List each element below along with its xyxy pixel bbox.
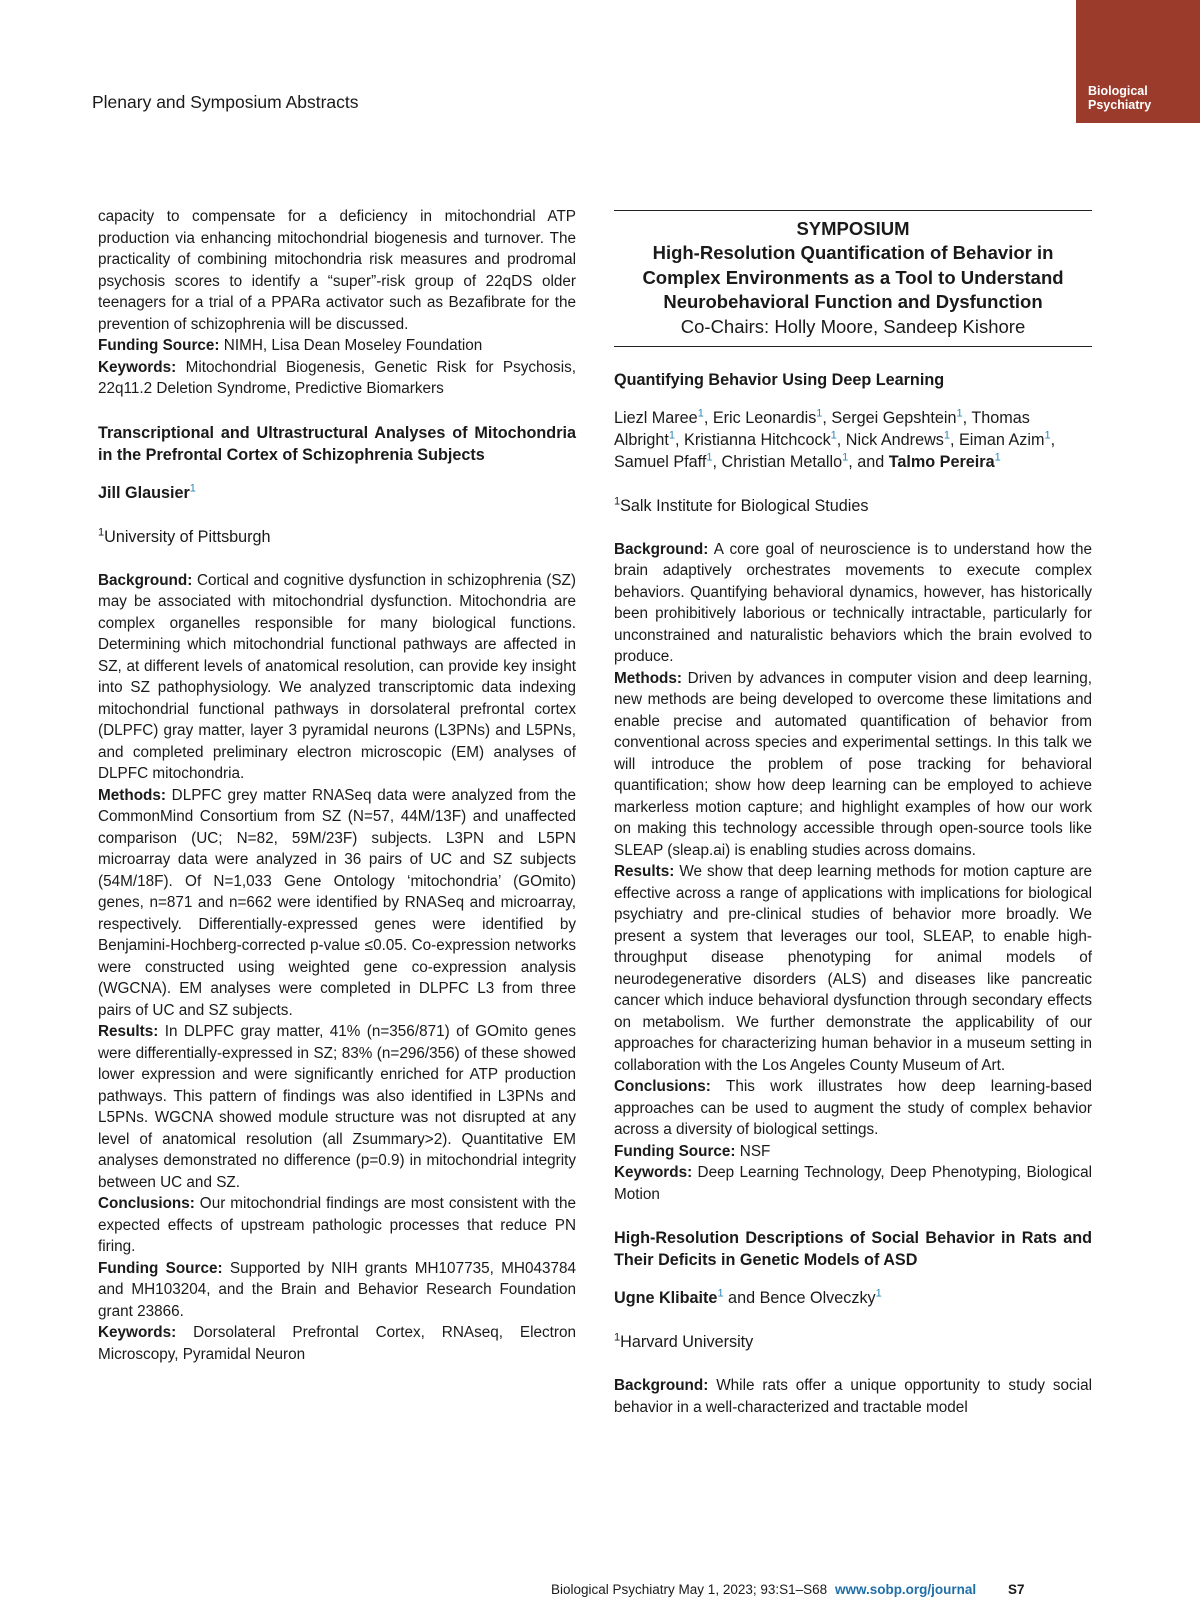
methods-section: Methods: Driven by advances in computer vision and deep learning, new methods are being developed to overcome these limitations and enable precise and automated quantification of behavior from conventional across species and experimental settings. In this talk we will introduce the problem of pose tracking for behavioral quantification; show how deep learning can be employed to achieve markerless motion capture; and highlight examples of how our work on making this technology accessible through open-source tools like SLEAP (sleap.ai) is enabling studies across domains. [614, 669, 1092, 859]
symposium-chairs: Co-Chairs: Holly Moore, Sandeep Kishore [680, 315, 1026, 337]
affiliation: $^1$Harvard University [614, 1331, 754, 1351]
footer-citation: Biological Psychiatry May 1, 2023; 93:S1–S68 [551, 1582, 828, 1597]
abstract-title: Transcriptional and Ultrastructural Analyses of Mitochondria in the Prefrontal Cortex of Schizophrenia Subjects [98, 423, 576, 464]
author-list: Ugne Klibaite$^1$ and Bence Olveczky$^1$ [614, 1287, 882, 1307]
author-separator: , [962, 408, 972, 427]
keywords-section: Keywords: Deep Learning Technology, Deep Phenotyping, Biological Motion [614, 1164, 1092, 1203]
background-section: Background: While rats offer a unique opportunity to study social behavior in a well-characterized and tractable model [614, 1377, 1092, 1416]
methods-section: Methods: DLPFC grey matter RNASeq data were analyzed from the CommonMind Consortium from SZ (N=57, 44M/13F) and unaffected comparison (UC; N=82, 59M/23F) subjects. L3PN and L5PN microarray data were analyzed in 36 pairs of UC and SZ subjects (54M/18F). Of N=1,033 Gene Ontology ‘mitochondria’ (GOmito) genes, n=871 and n=662 were identified by RNASeq and microarray, respectively. Differentially-expressed genes were identified by Benjamini-Hochberg-corrected p-value ≤0.05. Co-expression networks were constructed using weighted gene co-expression analysis (WGCNA). EM analyses were completed in DLPFC L3 from three pairs of UC and SZ subjects. [98, 786, 576, 1019]
continued-keywords: Keywords: Mitochondrial Biogenesis, Genetic Risk for Psychosis, 22q11.2 Deletion Syndrome, Predictive Biomarkers [98, 358, 576, 397]
author-name: Christian Metallo [721, 452, 843, 471]
author-affiliation-marker: 1 [697, 407, 704, 420]
author-name: Liezl Maree [614, 408, 698, 427]
author-name: Eric Leonardis [712, 408, 817, 427]
results-section: Results: In DLPFC gray matter, 41% (n=356/871) of GOmito genes were differentially-expressed in SZ; 83% (n=296/356) of these showed lower expression and were significantly enriched for ATP production pathways. This pattern of findings was also identified in L3PNs and L5PNs. WGCNA showed module structure was not disrupted at any level of anatomical resolution (all Zsummary>2). Quantitative EM analyses demonstrated no difference (p=0.9) in mitochondrial integrity between UC and SZ. [98, 1023, 576, 1191]
author-name: Jill Glausier [98, 483, 190, 502]
page-footer [551, 1582, 1024, 1597]
author-name: Eiman Azim [958, 430, 1045, 449]
author-affiliation-marker: 1 [956, 407, 963, 420]
conclusions-section: Conclusions: Our mitochondrial findings are most consistent with the expected effects of upstream pathologic processes that reduce PN firing. [98, 1195, 576, 1255]
author-separator: , [712, 452, 722, 471]
author-name: Thomas Albright [614, 408, 1030, 449]
author-name: Samuel Pfaff [614, 452, 707, 471]
author-list [614, 407, 1092, 473]
author-separator: , [949, 430, 959, 449]
author-affiliation-marker: 1 [189, 482, 196, 495]
affiliation: $^1$Salk Institute for Biological Studies [614, 495, 869, 515]
right-column [614, 206, 1092, 1418]
journal-tab-text: Biological Psychiatry [1088, 84, 1152, 112]
author-separator: , [1050, 430, 1056, 449]
results-section: Results: We show that deep learning methods for motion capture are effective across a range of applications with implications for biological psychiatry and pre-clinical studies of behavior more broadly. We present a system that leverages our tool, SLEAP, to enable high-throughput disease phenotyping for animal models of neurodegenerative disorders (ALS) and diseases like pancreatic cancer which induce behavioral dysfunction through secondary effects on metabolism. We further demonstrate the applicability of our approaches for characterizing human behavior in a museum setting in collaboration with the Los Angeles County Museum of Art. [614, 863, 1092, 1074]
abstract-title: Quantifying Behavior Using Deep Learning [614, 370, 945, 389]
author-name: Talmo Pereira [888, 452, 995, 471]
author-affiliation-marker: 1 [943, 429, 950, 442]
author-separator: , and [848, 452, 889, 471]
affiliation: $^1$University of Pittsburgh [98, 526, 271, 546]
symposium-kicker: SYMPOSIUM [796, 218, 910, 239]
symposium-header [614, 210, 1092, 347]
continued-funding: Funding Source: NIMH, Lisa Dean Moseley Foundation [98, 337, 483, 354]
author-affiliation-marker: 1 [842, 451, 849, 464]
author-separator: , [703, 408, 713, 427]
journal-link[interactable]: www.sobp.org/journal [834, 1582, 977, 1597]
background-section: Background: A core goal of neuroscience is to understand how the brain adaptively orchestrates movements to execute complex behaviors. Quantifying behavioral dynamics, however, has historically been prohibitively laborious or technically intractable, particularly for unconstrained and naturalistic behaviors which the brain evolved to produce. [614, 540, 1092, 665]
abstract-title: High-Resolution Descriptions of Social Behavior in Rats and Their Deficits in Genetic Models of ASD [614, 1229, 1092, 1269]
author-name: Kristianna Hitchcock [684, 430, 831, 449]
journal-tab [1076, 0, 1200, 123]
conclusions-section: Conclusions: This work illustrates how deep learning-based approaches can be used to augment the study of complex behavior across a diversity of biological settings. [614, 1078, 1092, 1138]
continued-abstract-text: capacity to compensate for a deficiency in mitochondrial ATP production via enhancing mitochondrial biogenesis and turnover. The practicality of combining mitochondria risk measures and prodromal psychosis scores to identify a “super”-risk group of 22qDS older teenagers for a trial of a PPARa activator such as Bezafibrate for the prevention of schizophrenia will be discussed. [98, 208, 576, 333]
author-name: Bence Olveczky [759, 1289, 876, 1307]
symposium-title: High-Resolution Quantification of Behavior in Complex Environments as a Tool to Understand Neurobehavioral Function and Dysfunction [642, 242, 1064, 312]
author-separator: , [836, 430, 846, 449]
author-affiliation-marker: 1 [706, 451, 713, 464]
author-separator: , [822, 408, 832, 427]
background-section: Background: Cortical and cognitive dysfunction in schizophrenia (SZ) may be associated with mitochondrial dysfunction. Mitochondria are complex organelles responsible for many biological functions. Determining which mitochondrial functional pathways are affected in SZ, at different levels of anatomical resolution, can provide key insight into SZ pathophysiology. We analyzed transcriptomic data indexing mitochondrial functional pathways in dorsolateral prefrontal cortex (DLPFC) gray matter, layer 3 pyramidal neurons (L3PNs) and L5PNs, and completed preliminary electron microscopic (EM) analyses of DLPFC mitochondria. [98, 571, 576, 782]
author-affiliation-marker: 1 [830, 429, 837, 442]
author-name: Ugne Klibaite [614, 1289, 718, 1307]
running-head: Plenary and Symposium Abstracts [92, 92, 359, 112]
author-affiliation-marker: 1 [1044, 429, 1051, 442]
page-number: S7 [1007, 1582, 1025, 1597]
author-affiliation-marker: 1 [668, 429, 676, 442]
author-affiliation-marker: 1 [994, 451, 1001, 464]
left-column [98, 206, 576, 1365]
funding-section: Funding Source: Supported by NIH grants MH107735, MH043784 and MH103204, and the Brain and Behavior Research Foundation grant 23866. [98, 1259, 576, 1320]
author-affiliation-marker: 1 [816, 407, 823, 420]
author-separator: , [675, 430, 685, 449]
author-list [98, 482, 576, 504]
author-name: Sergei Gepshtein [831, 408, 957, 427]
funding-section: Funding Source: NSF [614, 1142, 771, 1160]
keywords-section: Keywords: Dorsolateral Prefrontal Cortex, RNAseq, Electron Microscopy, Pyramidal Neuron [98, 1324, 576, 1363]
author-name: Nick Andrews [845, 430, 944, 449]
